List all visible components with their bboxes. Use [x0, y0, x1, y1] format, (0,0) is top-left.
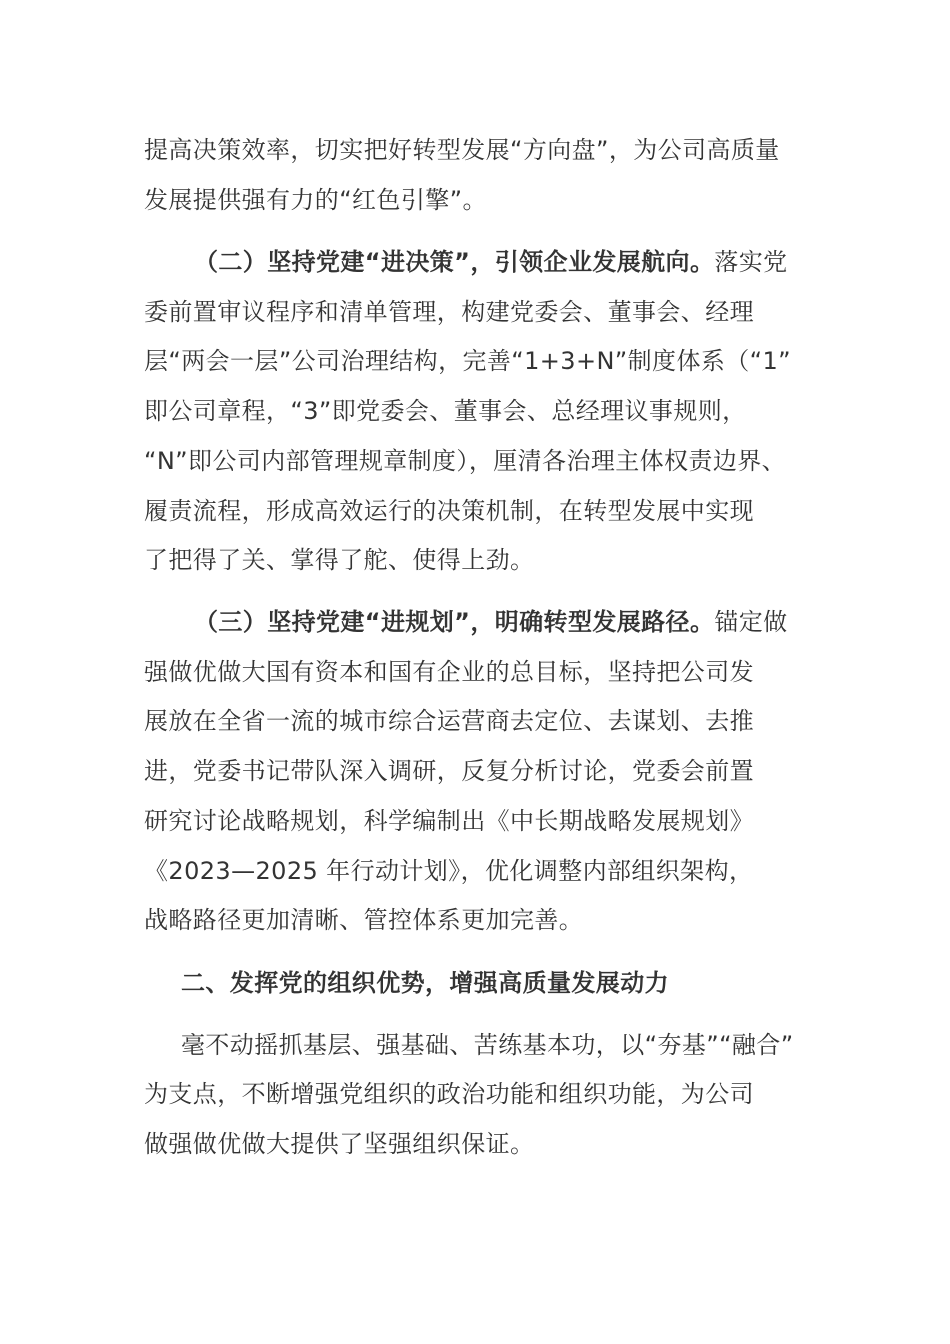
subsection-heading: （二）坚持党建“进决策”，引领企业发展航向。 — [194, 248, 715, 276]
paragraph-line: 研究讨论战略规划，科学编制出《中长期战略发展规划》 — [144, 807, 754, 835]
paragraph-line: 为支点，不断增强党组织的政治功能和组织功能，为公司 — [144, 1080, 754, 1108]
paragraph-line: 毫不动摇抓基层、强基础、苦练基本功，以“夯基”“融合” — [181, 1031, 794, 1059]
paragraph-line: 委前置审议程序和清单管理，构建党委会、董事会、经理 — [144, 298, 754, 326]
paragraph-line: 了把得了关、掌得了舵、使得上劲。 — [144, 546, 535, 574]
paragraph-line: 履责流程，形成高效运行的决策机制，在转型发展中实现 — [144, 497, 754, 525]
paragraph-line: 强做优做大国有资本和国有企业的总目标，坚持把公司发 — [144, 658, 754, 686]
paragraph-line: 层“两会一层”公司治理结构，完善“1+3+N”制度体系（“1” — [144, 347, 791, 375]
paragraph-first-line — [194, 246, 788, 278]
subsection-heading: （三）坚持党建“进规划”，明确转型发展路径。 — [194, 608, 715, 636]
paragraph-text: 落实党 — [714, 248, 788, 276]
paragraph-line: 展放在全省一流的城市综合运营商去定位、去谋划、去推 — [144, 707, 754, 735]
section-heading: 二、发挥党的组织优势，增强高质量发展动力 — [181, 969, 669, 997]
paragraph-line: 即公司章程，“3”即党委会、董事会、总经理议事规则， — [144, 397, 747, 425]
paragraph-line: 做强做优做大提供了坚强组织保证。 — [144, 1130, 535, 1158]
paragraph-text: 锚定做 — [714, 608, 788, 636]
paragraph-line: 战略路径更加清晰、管控体系更加完善。 — [144, 906, 584, 934]
paragraph-line: 进，党委书记带队深入调研，反复分析讨论，党委会前置 — [144, 757, 754, 785]
paragraph-line: 《2023—2025 年行动计划》，优化调整内部组织架构， — [144, 857, 754, 885]
paragraph-line: 发展提供强有力的“红色引擎”。 — [144, 186, 487, 214]
paragraph-first-line — [194, 606, 788, 638]
paragraph-line: “N”即公司内部管理规章制度），厘清各治理主体权责边界、 — [144, 447, 787, 475]
paragraph-line: 提高决策效率，切实把好转型发展“方向盘”，为公司高质量 — [144, 136, 780, 164]
